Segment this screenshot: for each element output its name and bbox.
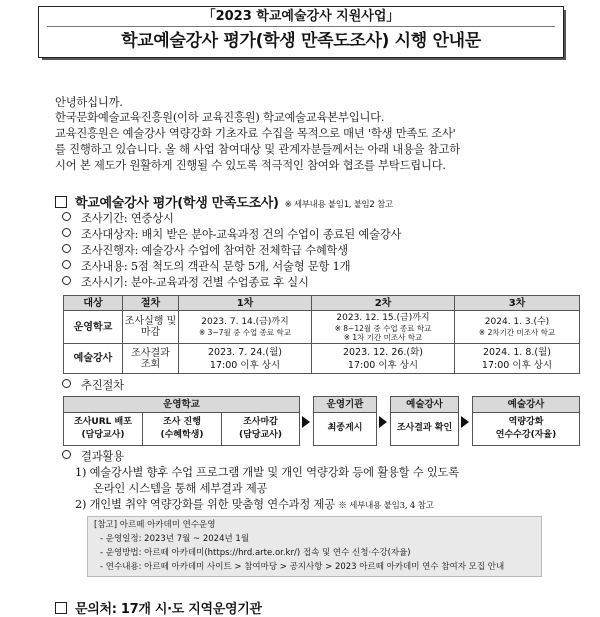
arrow-right-icon: [461, 416, 469, 428]
flow-step-text: 조사마감: [243, 416, 278, 427]
cell-step: [123, 311, 179, 344]
checkbox-square-icon: [55, 196, 67, 208]
section-title: 학교예술강사 평가(학생 만족도조사): [75, 196, 279, 211]
flow-box-title: 운영기관: [314, 397, 376, 413]
cell-text: 17:00 이후 상시: [209, 359, 281, 371]
bullet-item: [62, 211, 174, 226]
bullet-text: 조사대상자: 배치 받은 분야-교육과정 건의 수업이 종료된 예술강사: [81, 228, 402, 241]
cell-text: 17:00 이후 상시: [481, 359, 553, 371]
cell-text: 2023. 7. 14.(금)까지: [201, 317, 289, 327]
flow-step-text: (수혜학생): [160, 429, 204, 440]
bullet-text: 조사내용: 5점 척도의 객관식 문항 5개, 서술형 문항 1개: [81, 260, 351, 273]
intro-line: 시어 본 제도가 원활하게 진행될 수 있도록 적극적인 참여와 협조를 부탁드립니다.: [55, 159, 446, 172]
flow-step-text: (담당교사): [238, 429, 282, 440]
cell-text: 2023. 12. 15.(금)까지: [336, 312, 430, 323]
reference-box: [87, 516, 542, 577]
flow-step-text: 역량강화: [508, 416, 544, 427]
cell-text: 마감: [140, 327, 161, 338]
intro-line: 안녕하십니까.: [55, 96, 123, 109]
flow-step: [473, 412, 579, 445]
header-subtitle: 「2023 학교예술강사 지원사업」: [202, 9, 400, 24]
cell-round2: [312, 311, 455, 344]
cell-round1: [179, 311, 312, 344]
cell-note: ※ 8~12월 중 수업 종료 학교: [334, 323, 432, 333]
cell-text: 조회: [140, 358, 161, 370]
reference-line: - 운영일정: 2023년 7월 ~ 2024년 1월: [100, 534, 250, 544]
circle-bullet-icon: [62, 276, 71, 285]
cell-round1: [179, 344, 312, 374]
cell-note: ※ 2차기간 미조사 학교: [478, 328, 556, 337]
table-header-row: [64, 296, 580, 311]
bullet-text: 결과활용: [81, 450, 124, 463]
bullet-item: [62, 259, 350, 274]
arrow-right-icon: [379, 416, 387, 428]
cell-target: 운영학교: [64, 311, 123, 344]
cell-text: 2024. 1. 8.(월): [483, 346, 551, 358]
circle-bullet-icon: [62, 228, 71, 237]
flow-box-agency: [313, 396, 377, 446]
bullet-item: [62, 275, 309, 290]
usage-text: 2) 개인별 취약 역량강화를 위한 맞춤형 연수과정 제공: [75, 498, 335, 511]
bullet-item: [62, 227, 401, 242]
circle-bullet-icon: [62, 260, 71, 269]
bullet-item: [62, 378, 124, 393]
section-note: ※ 세부내용 붙임1, 붙임2 참고: [284, 200, 393, 210]
cell-text: 조사실행 및: [124, 316, 177, 327]
flow-step-text: 최종게시: [327, 423, 363, 433]
flow-step-text: 조사결과 확인: [396, 423, 453, 433]
contact-heading: [55, 598, 262, 617]
contact-text: 문의처: 17개 시·도 지역운영기관: [75, 602, 262, 617]
usage-item: 1) 예술강사별 향후 수업 프로그램 개발 및 개인 역량강화 등에 활용할 수 있도록: [75, 466, 459, 479]
bullet-item: [62, 449, 124, 464]
bullet-text: 추진절차: [81, 379, 124, 392]
flow-box-title: 운영학교: [64, 397, 299, 413]
schedule-table: [63, 295, 580, 374]
cell-text: 2023. 12. 26.(화): [342, 346, 424, 358]
bullet-text: 조사시기: 분야-교육과정 건별 수업종료 후 실시: [81, 276, 309, 289]
flow-box-title: 예술강사: [473, 397, 579, 413]
cell-round2: [312, 344, 455, 374]
cell-note: ※ 3~7월 중 수업 종료 학교: [199, 328, 291, 337]
flow-step-text: (담당교사): [81, 429, 125, 440]
intro-line: 교육진흥원은 예술강사 역량강화 기초자료 수집을 목적으로 매년 '학생 만족도 조사': [55, 127, 456, 140]
reference-line: - 운영방법: 아르떼 아카데미(https://hrd.arte.or.kr/) 접속 및 연수 신청·수강(자율): [100, 548, 411, 558]
circle-bullet-icon: [62, 212, 71, 221]
bullet-text: 조사진행자: 예술강사 수업에 참여한 전체학급 수혜학생: [81, 244, 348, 257]
usage-item: [75, 497, 434, 514]
usage-note: ※ 세부내용 붙임3, 4 참고: [338, 501, 434, 511]
table-row: [64, 344, 580, 374]
intro-line: 를 진행하고 있습니다. 올 해 사업 참여대상 및 관계자분들께서는 아래 내용을 참고하: [55, 143, 460, 156]
circle-bullet-icon: [62, 244, 71, 253]
column-header: 2차: [312, 296, 455, 311]
flow-step: [64, 412, 143, 445]
arrow-right-icon: [302, 416, 310, 428]
header-divider: [47, 26, 555, 27]
column-header: 대상: [64, 296, 123, 311]
cell-note: ※ 1차 기간 미조사 학교: [343, 332, 423, 342]
checkbox-square-icon: [55, 602, 67, 614]
flow-box-training: [472, 396, 580, 446]
cell-round3: [455, 311, 580, 344]
bullet-item: [62, 243, 348, 258]
document-header: [38, 6, 564, 58]
circle-bullet-icon: [62, 379, 71, 388]
cell-target: 예술강사: [64, 344, 123, 374]
intro-line: 한국문화예술교육진흥원(이하 교육진흥원) 학교예술교육본부입니다.: [55, 111, 385, 124]
cell-text: 조사결과: [131, 347, 170, 359]
usage-item-cont: 온라인 시스템을 통해 세부결과 제공: [93, 482, 268, 495]
flow-step-text: 조사 진행: [163, 416, 201, 427]
flow-box-title: 예술강사: [391, 397, 458, 413]
circle-bullet-icon: [62, 450, 71, 459]
bullet-text: 조사기간: 연중상시: [81, 212, 174, 225]
flow-step-text: 조사URL 배포: [74, 416, 132, 427]
column-header: 3차: [455, 296, 580, 311]
flow-step: [143, 412, 222, 445]
column-header: 절차: [123, 296, 179, 311]
cell-text: 2024. 1. 3.(수): [484, 317, 550, 327]
table-row: [64, 311, 580, 344]
cell-step: [123, 344, 179, 374]
cell-round3: [455, 344, 580, 374]
flow-box-artist: [390, 396, 459, 446]
document-title: 학교예술강사 평가(학생 만족도조사) 시행 안내문: [121, 31, 481, 51]
reference-line: - 연수내용: 아르떼 아카데미 사이트 > 참여마당 > 공지사항 > 2023 아르떼 아카데미 연수 참여자 모집 안내: [100, 562, 505, 572]
cell-text: 2023. 7. 24.(월): [208, 346, 282, 358]
section-heading: [55, 192, 393, 211]
column-header: 1차: [179, 296, 312, 311]
reference-title: [참고] 아르떼 아카데미 연수운영: [94, 520, 216, 530]
cell-text: 17:00 이후 상시: [347, 359, 419, 371]
flow-step: [222, 412, 299, 445]
flow-box-school: [63, 396, 300, 446]
flow-step-text: 연수수강(자율): [495, 429, 557, 440]
